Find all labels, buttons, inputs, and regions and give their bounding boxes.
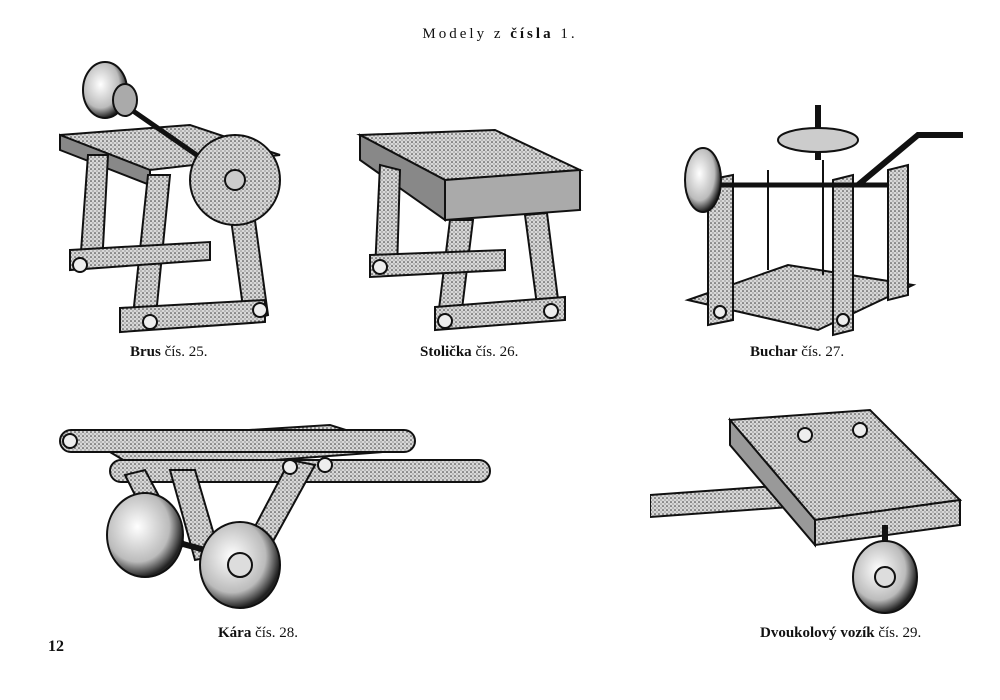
caption-kara (218, 625, 298, 642)
heading-suffix: 1. (560, 26, 578, 42)
kara-illustration (50, 415, 500, 610)
model-number: čís. 29. (878, 625, 922, 641)
brus-illustration (50, 60, 290, 340)
stolicka-illustration (355, 125, 585, 340)
figure-stolicka (355, 125, 585, 340)
caption-buchar (750, 344, 844, 361)
caption-stolicka (420, 344, 518, 361)
figure-kara (50, 415, 500, 610)
model-number: čís. 26. (475, 344, 519, 360)
caption-brus (130, 344, 208, 361)
figure-buchar (678, 90, 968, 340)
heading-prefix: Modely z (422, 26, 504, 42)
figure-vozik (650, 405, 970, 615)
model-number: čís. 25. (164, 344, 208, 360)
heading-bold: čísla (510, 26, 554, 42)
model-name: Buchar (750, 344, 798, 360)
caption-vozik (760, 625, 921, 642)
figure-brus (50, 60, 290, 340)
model-name: Brus (130, 344, 161, 360)
page-heading (0, 26, 1000, 43)
model-number: čís. 27. (801, 344, 845, 360)
model-number: čís. 28. (255, 625, 298, 641)
model-name: Dvoukolový vozík (760, 625, 875, 641)
model-name: Stolička (420, 344, 472, 360)
vozik-illustration (650, 405, 970, 615)
buchar-illustration (678, 90, 968, 340)
model-name: Kára (218, 625, 252, 641)
page-number: 12 (48, 638, 64, 655)
